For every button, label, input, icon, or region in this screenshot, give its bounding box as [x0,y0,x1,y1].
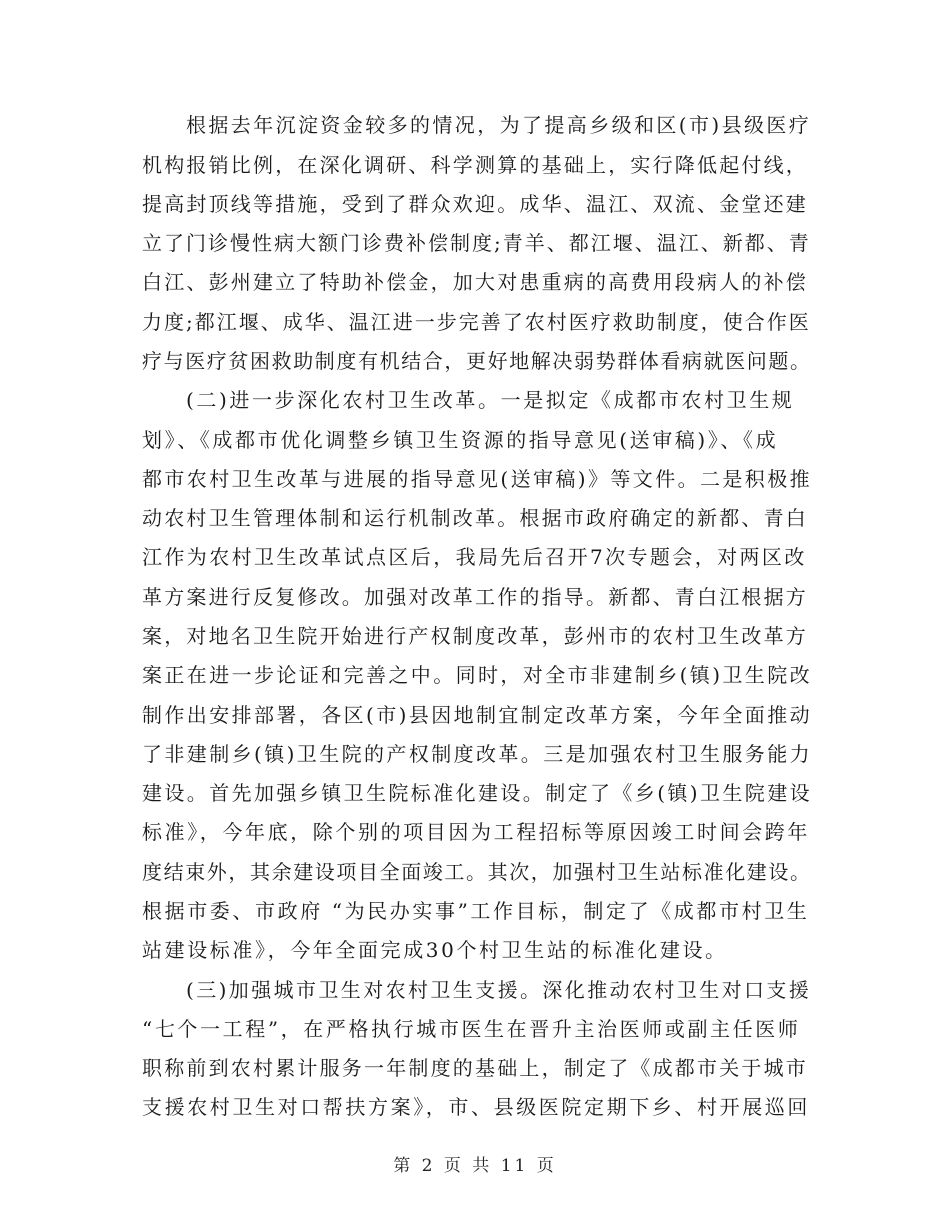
paragraph-line: “七个一工程”，在严格执行城市医生在晋升主治医师或副主任医师 [142,1017,801,1041]
paragraph-line: 制作出安排部署，各区(市)县因地制宜制定改革方案，今年全面推动 [142,703,813,727]
section-heading-line: (二)进一步深化农村卫生改革。一是拟定《成都市农村卫生规 [186,388,795,412]
paragraph-line: 划》、《成都市优化调整乡镇卫生资源的指导意见(送审稿)》、《成 [142,428,779,452]
paragraph-line: 根据市委、市政府 “为民办实事”工作目标，制定了《成都市村卫生 [142,899,810,923]
paragraph-line: 建设。首先加强乡镇卫生院标准化建设。制定了《乡(镇)卫生院建设 [142,781,813,805]
paragraph-line: 立了门诊慢性病大额门诊费补偿制度;青羊、都江堰、温江、新都、青 [142,231,811,255]
paragraph-line: 了非建制乡(镇)卫生院的产权制度改革。三是加强农村卫生服务能力 [142,742,813,766]
paragraph-line: 都市农村卫生改革与进展的指导意见(送审稿)》等文件。二是积极推 [142,467,813,491]
paragraph-line: 站建设标准》，今年全面完成30个村卫生站的标准化建设。 [142,938,728,962]
paragraph-line: 职称前到农村累计服务一年制度的基础上，制定了《成都市关于城市 [142,1056,808,1080]
paragraph-line: 江作为农村卫生改革试点区后，我局先后召开7次专题会，对两区改 [142,545,807,569]
paragraph-line: 案正在进一步论证和完善之中。同时，对全市非建制乡(镇)卫生院改 [142,663,813,687]
page-number-label: 第 2 页 共 11 页 [393,1156,557,1176]
paragraph-line: 根据去年沉淀资金较多的情况，为了提高乡级和区(市)县级医疗 [186,113,812,137]
paragraph-line: 动农村卫生管理体制和运行机制改革。根据市政府确定的新都、青白 [142,506,808,530]
paragraph-line: 力度;都江堰、成华、温江进一步完善了农村医疗救助制度，使合作医 [142,310,811,334]
paragraph-line: 机构报销比例，在深化调研、科学测算的基础上，实行降低起付线， [142,153,808,177]
page-footer [0,1155,950,1177]
paragraph-line: 革方案进行反复修改。加强对改革工作的指导。新都、青白江根据方 [142,585,808,609]
paragraph-line: 标准》，今年底，除个别的项目因为工程招标等原因竣工时间会跨年 [142,820,810,844]
paragraph-line: 案，对地名卫生院开始进行产权制度改革，彭州市的农村卫生改革方 [142,624,808,648]
paragraph-line: 提高封顶线等措施，受到了群众欢迎。成华、温江、双流、金堂还建 [142,192,808,216]
paragraph-line: 疗与医疗贫困救助制度有机结合，更好地解决弱势群体看病就医问题。 [142,349,812,373]
paragraph-line: 白江、彭州建立了特助补偿金，加大对患重病的高费用段病人的补偿 [142,270,808,294]
section-heading-line: (三)加强城市卫生对农村卫生支援。深化推动农村卫生对口支援 [186,978,812,1002]
paragraph-line: 度结束外，其余建设项目全面竣工。其次，加强村卫生站标准化建设。 [142,860,812,884]
paragraph-line: 支援农村卫生对口帮扶方案》，市、县级医院定期下乡、村开展巡回 [142,1095,810,1119]
